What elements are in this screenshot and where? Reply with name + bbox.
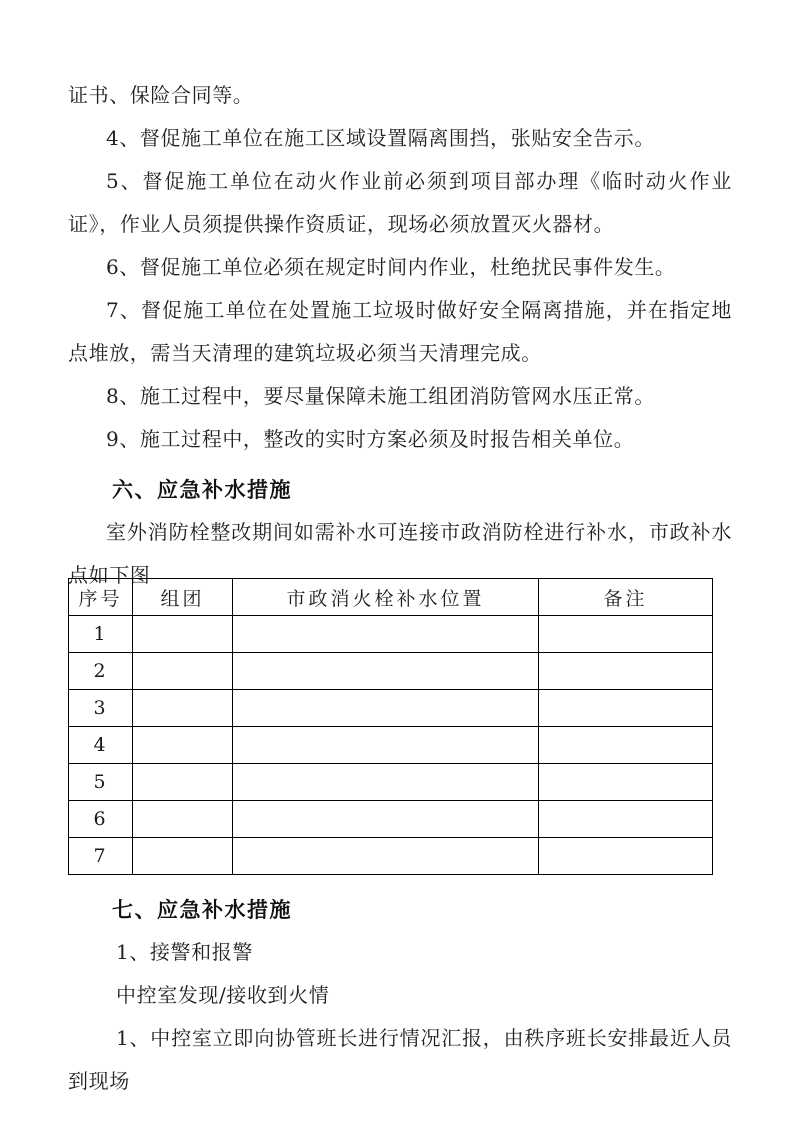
municipal-hydrant-table — [68, 578, 713, 875]
table-header-row — [69, 579, 713, 616]
paragraph-item-5: 5、督促施工单位在动火作业前必须到项目部办理《临时动火作业证》，作业人员须提供操作资质证，现场必须放置灭火器材。 — [68, 169, 732, 236]
cell-seq: 3 — [69, 690, 133, 727]
cell-group[interactable] — [133, 838, 233, 875]
cell-location[interactable] — [233, 838, 539, 875]
paragraph-item-7: 7、督促施工单位在处置施工垃圾时做好安全隔离措施，并在指定地点堆放，需当天清理的建筑垃圾必须当天清理完成。 — [68, 298, 732, 365]
cell-seq: 1 — [69, 616, 133, 653]
cell-location[interactable] — [233, 690, 539, 727]
table-row — [69, 801, 713, 838]
table-header-location: 市政消火栓补水位置 — [233, 579, 539, 616]
table-row — [69, 690, 713, 727]
paragraph-sub-3: 1、中控室立即向协管班长进行情况汇报，由秩序班长安排最近人员到现场 — [68, 1026, 732, 1093]
cell-location[interactable] — [233, 764, 539, 801]
paragraph-item-6: 6、督促施工单位必须在规定时间内作业，杜绝扰民事件发生。 — [106, 255, 676, 279]
cell-group[interactable] — [133, 690, 233, 727]
paragraph-item-4: 4、督促施工单位在施工区域设置隔离围挡，张贴安全告示。 — [106, 126, 655, 150]
table-row — [69, 616, 713, 653]
section-seven-heading: 七、应急补水措施 — [112, 897, 292, 922]
table-row — [69, 727, 713, 764]
cell-seq: 7 — [69, 838, 133, 875]
lower-text-block — [68, 888, 732, 1103]
cell-location[interactable] — [233, 653, 539, 690]
cell-seq: 2 — [69, 653, 133, 690]
table-row — [69, 653, 713, 690]
cell-note[interactable] — [539, 764, 713, 801]
cell-group[interactable] — [133, 653, 233, 690]
cell-note[interactable] — [539, 727, 713, 764]
cell-group[interactable] — [133, 764, 233, 801]
section-six-intro: 室外消防栓整改期间如需补水可连接市政消防栓进行补水，市政补水点如下图 — [68, 520, 732, 587]
cell-group[interactable] — [133, 727, 233, 764]
upper-text-block — [68, 74, 732, 597]
heading-spacer — [68, 461, 732, 468]
table-row — [69, 838, 713, 875]
table-header-note: 备注 — [539, 579, 713, 616]
paragraph-continuation: 证书、保险合同等。 — [68, 83, 254, 107]
cell-location[interactable] — [233, 616, 539, 653]
cell-group[interactable] — [133, 616, 233, 653]
cell-seq: 6 — [69, 801, 133, 838]
cell-location[interactable] — [233, 727, 539, 764]
table-row — [69, 764, 713, 801]
section-six-heading: 六、应急补水措施 — [112, 477, 292, 502]
cell-seq: 4 — [69, 727, 133, 764]
paragraph-item-9: 9、施工过程中，整改的实时方案必须及时报告相关单位。 — [106, 427, 635, 451]
paragraph-item-8: 8、施工过程中，要尽量保障未施工组团消防管网水压正常。 — [106, 384, 655, 408]
table-header-seq: 序号 — [69, 579, 133, 616]
cell-note[interactable] — [539, 801, 713, 838]
cell-note[interactable] — [539, 838, 713, 875]
cell-note[interactable] — [539, 616, 713, 653]
cell-note[interactable] — [539, 690, 713, 727]
cell-location[interactable] — [233, 801, 539, 838]
cell-seq: 5 — [69, 764, 133, 801]
paragraph-sub-2: 中控室发现/接收到火情 — [116, 983, 330, 1007]
cell-note[interactable] — [539, 653, 713, 690]
cell-group[interactable] — [133, 801, 233, 838]
paragraph-sub-1: 1、接警和报警 — [116, 940, 253, 964]
table-header-group: 组团 — [133, 579, 233, 616]
